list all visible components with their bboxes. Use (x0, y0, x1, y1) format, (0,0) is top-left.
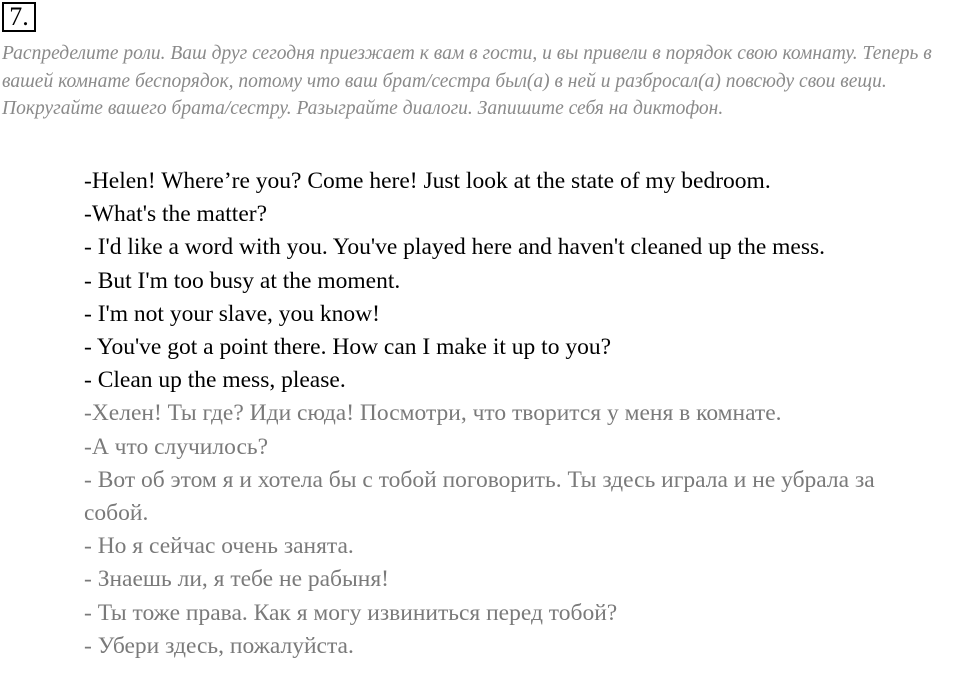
dialogue-line-ru-3: - Вот об этом я и хотела бы с тобой поговорить. Ты здесь играла и не убрала за собой. (84, 466, 875, 527)
dialogue-line-ru-5: - Знаешь ли, я тебе не рабыня! (84, 566, 390, 593)
dialogue-line-en-7: - Clean up the mess, please. (84, 367, 346, 394)
dialogue-line-ru-1: -Хелен! Ты где? Иди сюда! Посмотри, что творится у меня в комнате. (84, 400, 782, 427)
dialogue-line-en-4: - But I'm too busy at the moment. (84, 267, 401, 294)
dialogue-line-en-5: - I'm not your slave, you know! (84, 300, 380, 327)
dialogue-line-ru-2: -А что случилось? (84, 433, 269, 460)
exercise-number: 7. (2, 2, 36, 32)
dialogue-line-ru-6: - Ты тоже права. Как я могу извиниться перед тобой? (84, 599, 618, 626)
exercise-instructions: Распределите роли. Ваш друг сегодня приезжает к вам в гости, и вы привели в порядок свою комнату. Теперь в вашей комнате беспорядок, потому что ваш брат/сестра был(а) в ней и разбросал(а) повсюду свои вещи. Покругайте вашего брата/сестру. Разыграйте диалоги. Запишите себя на диктофон. (2, 43, 932, 119)
dialogue-line-ru-4: - Но я сейчас очень занята. (84, 533, 354, 560)
dialogue-line-en-2: -What's the matter? (84, 201, 268, 228)
dialogue-line-en-3: - I'd like a word with you. You've played here and haven't cleaned up the mess. (84, 234, 826, 261)
dialogue-line-en-1: -Helen! Where’re you? Come here! Just look at the state of my bedroom. (84, 168, 771, 194)
dialogue-line-ru-7: - Убери здесь, пожалуйста. (84, 632, 354, 659)
dialogue-line-en-6: - You've got a point there. How can I make it up to you? (84, 334, 612, 361)
dialogue (84, 165, 944, 663)
